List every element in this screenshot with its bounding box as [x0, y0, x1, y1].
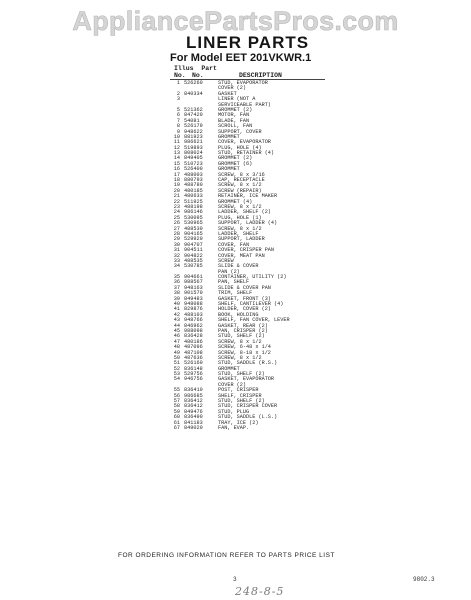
part-number: 521362: [184, 106, 203, 113]
illus-number: 27: [173, 225, 180, 232]
part-description: SCREW, 8 x 1/2: [218, 203, 262, 210]
part-number: 488530: [184, 225, 203, 232]
part-description: SHELF, CRISPER: [218, 392, 262, 399]
part-description: GASKET, REAR (2): [218, 322, 268, 329]
illus-number: 67: [173, 425, 180, 431]
part-description: GASKET: [218, 90, 237, 97]
part-description: LADDER, SHELF (2): [218, 209, 271, 216]
part-description: SUPPORT, LADDER (4): [218, 220, 278, 227]
part-number: 488103: [184, 311, 203, 318]
part-number: 530785: [184, 263, 203, 270]
column-header-illus: Illus Part: [174, 65, 217, 72]
part-description: SUPPORT, COVER: [218, 128, 262, 135]
part-description: GROMMET: [218, 133, 240, 140]
illus-number: 36: [173, 279, 180, 286]
illus-number: 5: [176, 106, 180, 113]
part-number: 488003: [184, 171, 203, 178]
part-description: SCREW, 6-48 x 1/4: [218, 344, 271, 351]
illus-number: 18: [173, 177, 180, 184]
part-number: 836148: [184, 365, 203, 372]
model-line: For Model EET 201VKWR.1: [170, 52, 312, 64]
part-number: 986146: [184, 209, 203, 216]
illus-number: 21: [173, 193, 180, 200]
part-description: SERVICEABLE PART): [218, 101, 271, 108]
part-description: PAN, CRISPER (2): [218, 327, 268, 334]
page-number: 3: [233, 576, 237, 583]
handwritten-note: 248-8-5: [235, 585, 285, 598]
part-description: SCREW: [218, 257, 234, 264]
part-description: MOTOR, FAN: [218, 112, 250, 119]
part-description: COVER, CRISPER PAN: [218, 247, 275, 254]
part-description: GROMMET: [218, 365, 240, 372]
part-number: 487096: [184, 344, 203, 351]
part-number: 836410: [184, 387, 203, 394]
part-number: 836412: [184, 398, 203, 405]
illus-number: 38: [173, 290, 180, 297]
part-number: 849020: [184, 425, 203, 431]
illus-number: 50: [173, 354, 180, 361]
part-number: 829876: [184, 306, 203, 313]
illus-number: 6: [176, 112, 180, 119]
illus-number: 26: [173, 220, 180, 227]
illus-number: 19: [173, 182, 180, 189]
part-number: 529756: [184, 371, 203, 378]
part-description: GROMMET (2): [218, 106, 253, 113]
illus-number: 16: [173, 166, 180, 173]
column-header-description: DESCRIPTION: [239, 72, 282, 79]
part-number: 480185: [184, 187, 203, 194]
illus-number: 53: [173, 371, 180, 378]
part-description: STUD, SHELF (2): [218, 371, 265, 378]
illus-number: 46: [173, 333, 180, 340]
illus-number: 20: [173, 187, 180, 194]
part-number: 847420: [184, 112, 203, 119]
illus-number: 58: [173, 403, 180, 410]
illus-number: 22: [173, 198, 180, 205]
part-description: SUPPORT, LADDER: [218, 236, 265, 243]
part-description: SCREW (REPAIR): [218, 187, 262, 194]
part-description: COVER, FAN: [218, 241, 250, 248]
part-number: 488198: [184, 203, 203, 210]
illus-number: 24: [173, 209, 180, 216]
illus-number: 37: [173, 284, 180, 291]
illus-number: 41: [173, 306, 180, 313]
part-number: 948622: [184, 128, 203, 135]
part-description: GASKET, EVAPORATOR: [218, 376, 275, 383]
part-description: PLUG, HOLE (1): [218, 214, 262, 221]
illus-number: 42: [173, 311, 180, 318]
part-description: SHELF, FAN COVER, LEVER: [218, 317, 290, 324]
part-number: 519893: [184, 144, 203, 151]
part-number: 988567: [184, 279, 203, 286]
part-number: 849405: [184, 155, 203, 162]
part-number: 487636: [184, 354, 203, 361]
part-description: COVER (2): [218, 381, 247, 388]
part-number: 526260: [184, 80, 203, 86]
illus-number: 2: [176, 90, 180, 97]
part-number: 880793: [184, 177, 203, 184]
part-number: 849483: [184, 295, 203, 302]
part-description: STUD, SADDLE (L.S.): [218, 414, 278, 421]
part-number: 841183: [184, 419, 203, 426]
part-description: SLIDE & COVER PAN: [218, 284, 271, 291]
part-number: 881923: [184, 133, 203, 140]
part-description: FAN, EVAP.: [218, 425, 250, 431]
part-description: CONTAINER, UTILITY (2): [218, 274, 287, 281]
part-description: SCREW, 8 x 1/2: [218, 354, 262, 361]
illus-number: 28: [173, 230, 180, 237]
part-description: SCREW, 8 x 1/2: [218, 338, 262, 345]
illus-number: 35: [173, 274, 180, 281]
illus-number: 8: [176, 123, 180, 130]
illus-number: 14: [173, 155, 180, 162]
part-description: CAP, RECEPTACLE: [218, 177, 265, 184]
part-number: 948163: [184, 284, 203, 291]
part-description: PAN, SHELF: [218, 279, 250, 286]
table-row: [170, 426, 430, 431]
part-number: 54081: [184, 117, 200, 124]
part-number: 986621: [184, 139, 203, 146]
part-description: LADDER, SHELF: [218, 230, 259, 237]
part-description: BOOK, HOLDING: [218, 311, 259, 318]
part-number: 904511: [184, 247, 203, 254]
illus-number: 47: [173, 338, 180, 345]
watermark-text: AppliancePartsPros.com: [72, 6, 399, 36]
illus-number: 49: [173, 349, 180, 356]
part-number: 904822: [184, 252, 203, 259]
illus-number: 32: [173, 252, 180, 259]
part-number: 836412: [184, 403, 203, 410]
part-number: 526160: [184, 360, 203, 367]
illus-number: 9: [176, 128, 180, 135]
illus-number: 3: [176, 96, 180, 103]
part-description: STUD, SHELF (2): [218, 333, 265, 340]
part-description: STUD, SHELF (2): [218, 398, 265, 405]
illus-number: 55: [173, 387, 180, 394]
part-number: 846962: [184, 322, 203, 329]
illus-number: 52: [173, 365, 180, 372]
part-description: STUD, EVAPORATOR: [218, 80, 268, 86]
illus-number: 48: [173, 344, 180, 351]
parts-table: [170, 81, 430, 431]
part-description: COVER, EVAPORATOR: [218, 139, 271, 146]
part-number: 526400: [184, 166, 203, 173]
illus-number: 61: [173, 419, 180, 426]
part-number: 901570: [184, 290, 203, 297]
part-number: 904707: [184, 241, 203, 248]
part-number: 948088: [184, 301, 203, 308]
illus-number: 54: [173, 376, 180, 383]
part-description: SCREW, 8 x 1/2: [218, 225, 262, 232]
part-description: SHELF, CANTILEVER (4): [218, 301, 284, 308]
illus-number: 11: [173, 139, 180, 146]
illus-number: 31: [173, 247, 180, 254]
part-description: GROMMET (2): [218, 155, 253, 162]
part-description: COVER (2): [218, 85, 247, 92]
illus-number: 10: [173, 133, 180, 140]
illus-number: 30: [173, 241, 180, 248]
page-title: LINER PARTS: [186, 33, 310, 52]
illus-number: 59: [173, 408, 180, 415]
part-description: HOLDER, COVER (2): [218, 306, 271, 313]
column-header-no: No.: [174, 72, 186, 79]
part-description: PAN (2): [218, 268, 240, 275]
illus-number: 13: [173, 150, 180, 157]
part-description: SLIDE & COVER: [218, 263, 259, 270]
part-number: 511925: [184, 198, 203, 205]
illus-number: 39: [173, 295, 180, 302]
part-number: 526179: [184, 123, 203, 130]
illus-number: 57: [173, 398, 180, 405]
part-description: SCREW, 8-18 x 1/2: [218, 349, 271, 356]
part-description: SCREW, 8 x 3/16: [218, 171, 265, 178]
illus-number: 44: [173, 322, 180, 329]
part-description: STUD, RETAINER (4): [218, 150, 275, 157]
document-code: 9802.3: [413, 576, 435, 583]
part-description: SCREW, 8 x 1/2: [218, 182, 262, 189]
illus-number: 40: [173, 301, 180, 308]
illus-number: 51: [173, 360, 180, 367]
part-number: 808024: [184, 150, 203, 157]
illus-number: 56: [173, 392, 180, 399]
illus-number: 17: [173, 171, 180, 178]
part-description: GASKET, FRONT (3): [218, 295, 271, 302]
illus-number: 60: [173, 414, 180, 421]
ordering-note: FOR ORDERING INFORMATION REFER TO PARTS PRICE LIST: [118, 552, 335, 559]
part-number: 488535: [184, 257, 203, 264]
illus-number: 25: [173, 214, 180, 221]
illus-number: 34: [173, 263, 180, 270]
part-description: TRAY, ICE (2): [218, 419, 259, 426]
part-number: 529920: [184, 236, 203, 243]
part-number: 988098: [184, 327, 203, 334]
part-number: 530095: [184, 214, 203, 221]
part-number: 904165: [184, 230, 203, 237]
part-description: LINER (NOT A: [218, 96, 256, 103]
column-header-part-no: No.: [192, 72, 204, 79]
part-number: 487108: [184, 349, 203, 356]
part-description: TRIM, SHELF: [218, 290, 253, 297]
part-description: PLUG, HOLE (4): [218, 144, 262, 151]
part-description: SCROLL, FAN: [218, 123, 253, 130]
part-number: 480186: [184, 338, 203, 345]
part-number: 840334: [184, 90, 203, 97]
illus-number: 33: [173, 257, 180, 264]
part-description: GROMMET: [218, 166, 240, 173]
illus-number: 45: [173, 327, 180, 334]
part-description: RETAINER, ICE MAKER: [218, 193, 278, 200]
part-number: 488780: [184, 182, 203, 189]
illus-number: 12: [173, 144, 180, 151]
part-number: 986685: [184, 392, 203, 399]
part-number: 904661: [184, 274, 203, 281]
part-number: 836428: [184, 333, 203, 340]
part-description: GROMMET (4): [218, 198, 253, 205]
part-description: COVER, MEAT PAN: [218, 252, 265, 259]
part-number: 836490: [184, 414, 203, 421]
illus-number: 23: [173, 203, 180, 210]
illus-number: 1: [176, 80, 180, 86]
part-description: STUD, SADDLE (R.S.): [218, 360, 278, 367]
part-number: 480633: [184, 193, 203, 200]
part-description: GROMMET (6): [218, 160, 253, 167]
part-number: 849476: [184, 408, 203, 415]
part-description: BLADE, FAN: [218, 117, 250, 124]
illus-number: 15: [173, 160, 180, 167]
part-description: STUD, PLUG: [218, 408, 250, 415]
part-description: POST, CRISPER: [218, 387, 259, 394]
illus-number: 43: [173, 317, 180, 324]
part-number: 510723: [184, 160, 203, 167]
illus-number: 29: [173, 236, 180, 243]
part-number: 948766: [184, 317, 203, 324]
illus-number: 7: [176, 117, 180, 124]
part-description: STUD, CRISPER COVER: [218, 403, 278, 410]
part-number: 946756: [184, 376, 203, 383]
part-number: 530965: [184, 220, 203, 227]
